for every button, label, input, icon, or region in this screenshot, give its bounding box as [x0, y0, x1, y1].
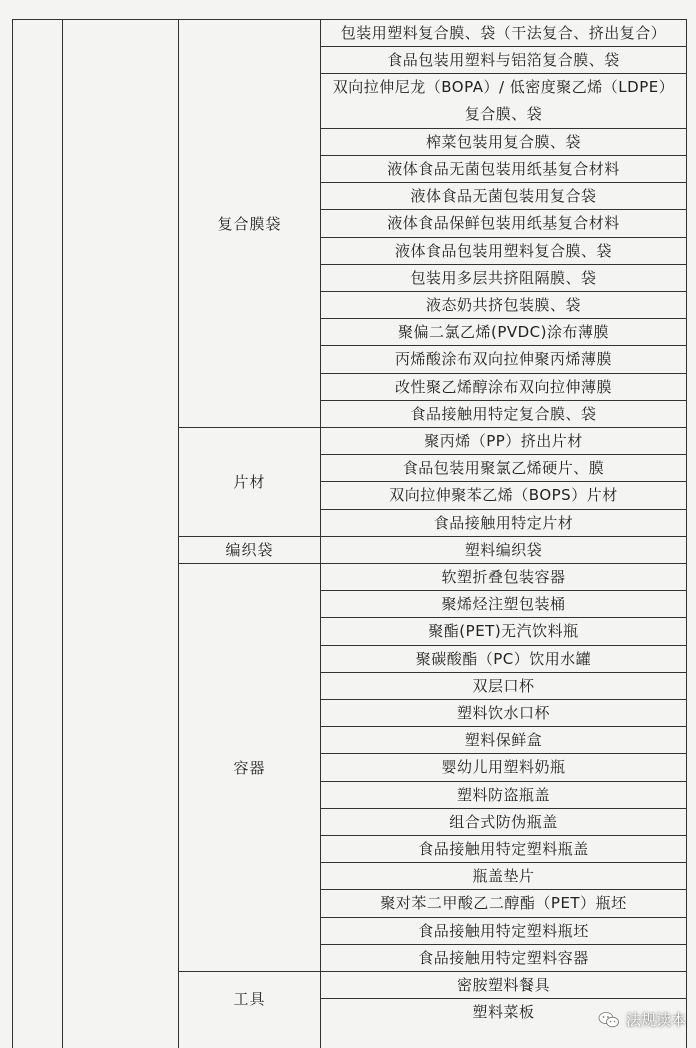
item-cell	[321, 427, 686, 454]
item-cell	[321, 128, 686, 155]
item-cell	[321, 536, 686, 563]
watermark-text: 法规读本	[625, 1011, 686, 1029]
item-text: 食品包装用塑料与铝箔复合膜、袋	[387, 51, 620, 70]
item-cell	[321, 291, 686, 318]
item-cell	[321, 862, 686, 889]
item-cell	[321, 509, 686, 536]
item-cell	[321, 318, 686, 345]
item-text: 食品接触用特定片材	[433, 513, 574, 532]
item-text: 塑料菜板	[472, 1003, 535, 1022]
item-cell	[321, 617, 686, 644]
item-text: 包装用塑料复合膜、袋（干法复合、挤出复合）	[340, 24, 667, 43]
item-text: 软塑折叠包装容器	[441, 568, 566, 587]
item-text: 液体食品无菌包装用纸基复合材料	[387, 160, 620, 179]
item-text: 双层口杯	[472, 676, 535, 695]
item-text: 食品包装用聚氯乙烯硬片、膜	[402, 459, 605, 478]
item-text: 婴幼儿用塑料奶瓶	[441, 758, 566, 777]
item-cell	[321, 835, 686, 862]
item-text: 塑料防盗瓶盖	[456, 785, 550, 804]
category-cell: 工具	[233, 989, 266, 1008]
item-cell	[321, 46, 686, 73]
category-cell: 容器	[233, 758, 266, 777]
item-cell	[321, 400, 686, 427]
item-cell	[321, 19, 686, 46]
item-text: 塑料编织袋	[464, 540, 543, 559]
item-cell	[321, 672, 686, 699]
item-cell	[321, 781, 686, 808]
item-cell	[321, 889, 686, 916]
item-text: 塑料保鲜盒	[464, 731, 543, 750]
item-text: 双向拉伸聚苯乙烯（BOPS）片材	[389, 486, 618, 505]
item-text: 食品接触用特定塑料瓶坯	[418, 921, 589, 940]
item-cell	[321, 753, 686, 780]
column-border-4	[686, 19, 687, 1048]
item-text: 聚对苯二甲酸乙二醇酯（PET）瓶坯	[380, 894, 627, 913]
item-cell	[321, 155, 686, 182]
item-text: 瓶盖垫片	[472, 867, 535, 886]
item-cell	[321, 373, 686, 400]
item-cell	[321, 590, 686, 617]
column-border-0	[12, 19, 13, 1048]
item-cell	[321, 454, 686, 481]
item-text: 聚碳酸酯（PC）饮用水罐	[415, 649, 592, 668]
item-text: 改性聚乙烯醇涂布双向拉伸薄膜	[394, 377, 612, 396]
item-text: 液体食品包装用塑料复合膜、袋	[394, 241, 612, 260]
item-text: 聚酯(PET)无汽饮料瓶	[428, 622, 579, 641]
item-text: 塑料饮水口杯	[456, 704, 550, 723]
item-cell	[321, 563, 686, 590]
item-cell	[321, 481, 686, 508]
item-text: 食品接触用特定塑料瓶盖	[418, 840, 589, 859]
item-text: 复合膜、袋	[464, 104, 543, 123]
item-text: 密胺塑料餐具	[456, 976, 550, 995]
category-cell: 编织袋	[225, 540, 274, 559]
item-cell	[321, 944, 686, 971]
item-text: 丙烯酸涂布双向拉伸聚丙烯薄膜	[394, 350, 612, 369]
item-text: 聚偏二氯乙烯(PVDC)涂布薄膜	[397, 323, 610, 342]
item-cell	[321, 808, 686, 835]
item-cell	[321, 645, 686, 672]
item-cell	[321, 345, 686, 372]
item-cell	[321, 73, 686, 127]
category-cell: 复合膜袋	[217, 214, 282, 233]
item-cell	[321, 182, 686, 209]
item-cell	[321, 699, 686, 726]
item-text: 榨菜包装用复合膜、袋	[425, 132, 581, 151]
item-text: 液体食品保鲜包装用纸基复合材料	[387, 214, 620, 233]
item-text: 食品接触用特定复合膜、袋	[410, 404, 597, 423]
item-cell	[321, 971, 686, 998]
item-cell	[321, 209, 686, 236]
item-cell	[321, 237, 686, 264]
item-text: 包装用多层共挤阻隔膜、袋	[410, 268, 597, 287]
watermark	[598, 1009, 686, 1030]
item-text: 聚丙烯（PP）挤出片材	[424, 432, 583, 451]
category-cell: 片材	[233, 472, 266, 491]
wechat-icon	[598, 1011, 620, 1029]
item-text: 聚烯烃注塑包装桶	[441, 595, 566, 614]
item-cell	[321, 264, 686, 291]
item-text: 液态奶共挤包装膜、袋	[425, 296, 581, 315]
item-text: 食品接触用特定塑料容器	[418, 948, 589, 967]
item-cell	[321, 726, 686, 753]
item-text: 组合式防伪瓶盖	[449, 812, 558, 831]
item-cell	[321, 917, 686, 944]
column-border-1	[62, 19, 63, 1048]
item-text: 液体食品无菌包装用复合袋	[410, 187, 597, 206]
item-text: 双向拉伸尼龙（BOPA）/ 低密度聚乙烯（LDPE）	[332, 77, 675, 96]
